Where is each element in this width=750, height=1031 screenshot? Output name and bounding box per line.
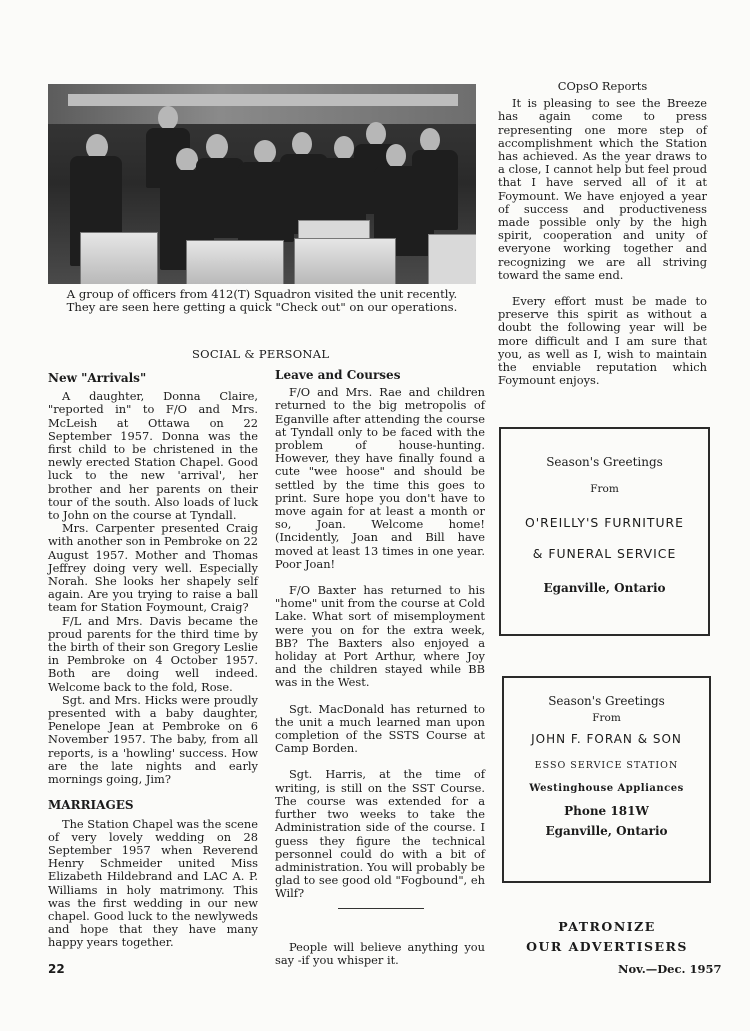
ad-foran	[502, 676, 711, 883]
leave-heading: Leave and Courses	[275, 368, 401, 382]
patronize-line2: OUR ADVERTISERS	[526, 939, 688, 954]
paragraph: The Station Chapel was the scene of very lovely wedding on 28 September 1957 when Reverend Henry Schmeider united Miss Elizabeth Hildebrand and LAC A. P. Williams in holy matrimony. This was the first wedding in our new chapel. Good luck to the newlyweds and hope that they have many happy years together.	[48, 816, 258, 950]
patronize-notice	[498, 917, 716, 957]
ad-place: Eganville, Ontario	[545, 824, 668, 838]
paragraph: It is pleasing to see the Breeze has again come to press representing one more step of accomplishment which the Station has achieved. As the year draws to a close, I cannot help but feel proud that I have served all of it at Foymount. We have enjoyed a year of success and productiveness made possible only by the high spirit, cooperation and unity of everyone working together and recognizing we are all striving toward the same end.	[498, 96, 707, 282]
divider	[338, 908, 424, 909]
ad-appliances: Westinghouse Appliances	[529, 783, 684, 794]
paragraph: Sgt. MacDonald has returned to the unit a much learned man upon completion of the SSTS Course at Camp Borden.	[275, 701, 485, 756]
ad-station: ESSO SERVICE STATION	[534, 760, 679, 771]
copso-title: COpsO Reports	[557, 79, 648, 93]
officers-photo	[48, 84, 476, 284]
ad-phone: Phone 181W	[564, 804, 649, 818]
column-social	[48, 372, 258, 950]
paragraph: Every effort must be made to preserve this spirit as without a doubt the following year will be more difficult and I am sure that you, as well as I, wish to maintain the enviable reputation which Foymount enjoys.	[498, 294, 707, 388]
paragraph: A daughter, Donna Claire, "reported in" to F/O and Mrs. McLeish at Ottawa on 22 September 1957. Donna was the first child to be christened in the newly erected Station Chapel. Good luck to the new 'arrival', her brother and her parents on their tour of the south. Also loads of luck to John on the course at Tyndall.	[48, 389, 258, 523]
paragraph: People will believe anything you say -if you whisper it.	[275, 939, 485, 967]
ad-from: From	[590, 483, 619, 495]
paragraph: F/O and Mrs. Rae and children returned to the big metropolis of Eganville after attending the course at Tyndall only to be faced with the problem of house-hunting. However, they have finally found a cute "wee hoose" and should be settled by the time this goes to print. Sure hope you don't have to move again for at least a month or so, Joan. Welcome home! (Incidently, Joan and Bill have moved at least 13 times in one year. Poor Joan!	[275, 385, 485, 571]
issue-date: Nov.—Dec. 1957	[618, 962, 722, 976]
ad-greeting: Season's Greetings	[548, 694, 665, 708]
page-number: 22	[48, 962, 65, 976]
paragraph: Sgt. and Mrs. Hicks were proudly presented with a baby daughter, Penelope Jean at Pembroke on 6 November 1957. The baby, from all reports, is a 'howling' success. How are the late nights and early mornings going, Jim?	[48, 692, 258, 787]
paragraph: Mrs. Carpenter presented Craig with another son in Pembroke on 22 August 1957. Mother and Thomas Jeffrey doing very well. Especially Norah. She looks her shapely self again. Are you trying to raise a ball team for Station Foymount, Craig?	[48, 521, 258, 615]
photo-caption: A group of officers from 412(T) Squadron visited the unit recently. They are seen here getting a quick "Check out" on our operations.	[66, 287, 458, 314]
ad-oreilly	[499, 427, 710, 636]
column-copso	[498, 80, 707, 387]
section-heading: SOCIAL & PERSONAL	[192, 347, 330, 361]
ad-from: From	[592, 712, 621, 724]
paragraph: F/L and Mrs. Davis became the proud parents for the third time by the birth of their son Gregory Leslie in Pembroke on 4 October 1957. Both are doing well indeed. Welcome back to the fold, Rose.	[48, 613, 258, 694]
marriages-heading: MARRIAGES	[48, 798, 134, 813]
paragraph: F/O Baxter has returned to his "home" unit from the course at Cold Lake. What sort of misemployment were you on for the extra week, BB? The Baxters also enjoyed a holiday at Port Arthur, where Joy and the children stayed while BB was in the West.	[275, 583, 485, 690]
paragraph: Sgt. Harris, at the time of writing, is still on the SST Course. The course was extended for a further two weeks to take the Administration side of the course. I guess they figure the technical personnel could do with a bit of administration. You will probably be glad to see good old "Fogbound", eh Wilf?	[275, 767, 485, 901]
column-leave	[275, 369, 485, 967]
ad-place: Eganville, Ontario	[543, 581, 666, 595]
ad-greeting: Season's Greetings	[546, 455, 663, 469]
ad-line2: & FUNERAL SERVICE	[532, 546, 677, 561]
ad-line1: O'REILLY'S FURNITURE	[525, 515, 684, 530]
patronize-line1: PATRONIZE	[558, 919, 656, 934]
arrivals-heading: New "Arrivals"	[48, 371, 147, 385]
ad-name: JOHN F. FORAN & SON	[531, 732, 682, 746]
